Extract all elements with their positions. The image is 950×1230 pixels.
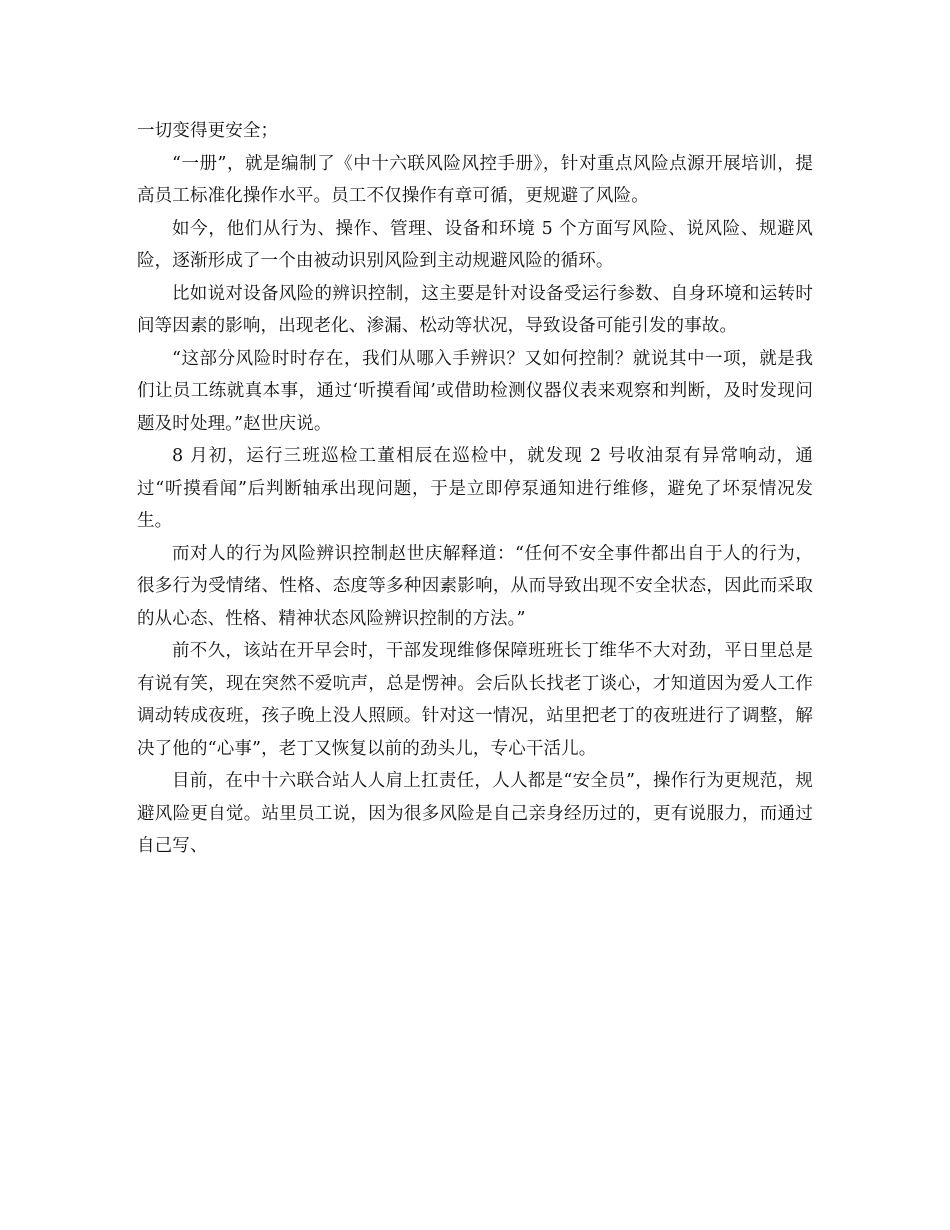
paragraph-4: 比如说对设备风险的辨识控制，这主要是针对设备受运行参数、自身环境和运转时间等因素的影响，出现老化、渗漏、松动等状况，导致设备可能引发的事故。 [137, 283, 813, 336]
paragraph-1: 一切变得更安全； [137, 121, 279, 141]
paragraph-2: “一册”，就是编制了《中十六联风险风控手册》，针对重点风险点源开展培训，提高员工标准化操作水平。员工不仅操作有章可循，更规避了风险。 [137, 153, 813, 206]
paragraph-7: 而对人的行为风险辨识控制赵世庆解释道：“任何不安全事件都出自于人的行为，很多行为受情绪、性格、态度等多种因素影响，从而导致出现不安全状态，因此而采取的从心态、性格、精神状态风险辨识控制的方法。” [137, 543, 813, 629]
paragraph-9: 目前，在中十六联合站人人肩上扛责任，人人都是“安全员”，操作行为更规范，规避风险更自觉。站里员工说，因为很多风险是自己亲身经历过的，更有说服力，而通过自己写、 [137, 771, 813, 856]
paragraph-6: 8 月初，运行三班巡检工董相辰在巡检中，就发现 2 号收油泵有异常响动，通过“听摸看闻”后判断轴承出现问题，于是立即停泵通知进行维修，避免了坏泵情况发生。 [137, 446, 813, 531]
paragraph-3: 如今，他们从行为、操作、管理、设备和环境 5 个方面写风险、说风险、规避风险，逐渐形成了一个由被动识别风险到主动规避风险的循环。 [137, 218, 813, 271]
paragraph-5: “这部分风险时时存在，我们从哪入手辨识？又如何控制？就说其中一项，就是我们让员工练就真本事，通过‘听摸看闻’或借助检测仪器仪表来观察和判断，及时发现问题及时处理。”赵世庆说。 [137, 348, 813, 434]
document-body [137, 115, 813, 863]
paragraph-8: 前不久，该站在开早会时，干部发现维修保障班班长丁维华不大对劲，平日里总是有说有笑，现在突然不爱吭声，总是愣神。会后队长找老丁谈心，才知道因为爱人工作调动转成夜班，孩子晚上没人照顾。针对这一情况，站里把老丁的夜班进行了调整，解决了他的“心事”，老丁又恢复以前的劲头儿，专心干活儿。 [137, 641, 813, 759]
